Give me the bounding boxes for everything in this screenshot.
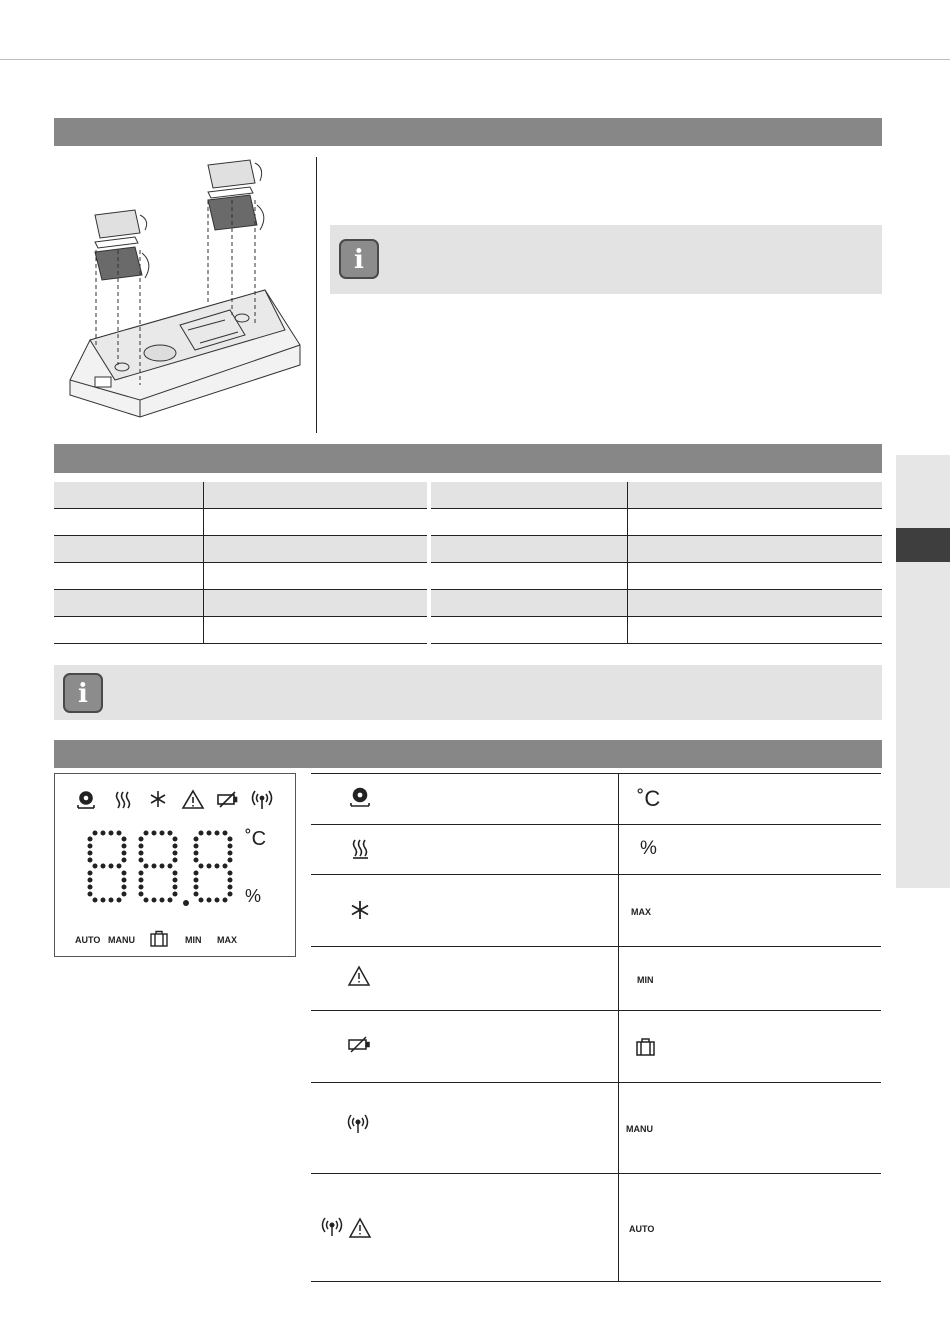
section-1-divider	[316, 157, 317, 433]
suitcase-icon	[635, 1037, 657, 1057]
battery-empty-icon	[347, 1035, 373, 1055]
table-row	[54, 536, 427, 563]
table-row	[54, 590, 427, 617]
table-row	[54, 617, 427, 644]
section-header-bar-1	[54, 118, 882, 146]
warning-icon	[183, 791, 203, 808]
lcd-auto-label: AUTO	[75, 935, 101, 945]
side-tab-active-marker	[896, 528, 950, 562]
info-note-2	[54, 665, 882, 720]
table-row	[431, 563, 882, 590]
heating-icon	[351, 837, 371, 861]
lcd-celsius: ˚C	[245, 828, 267, 850]
info-icon: i	[339, 239, 379, 279]
gear-icon	[349, 785, 371, 811]
table-row	[431, 536, 882, 563]
snowflake-icon	[349, 899, 371, 921]
lcd-icon-row	[75, 788, 275, 812]
battery-empty-icon	[218, 792, 237, 807]
symbol-table	[311, 773, 881, 1283]
symbol-table-divider	[618, 773, 619, 1281]
info-note-1	[330, 225, 882, 294]
symbol-min: MIN	[637, 975, 654, 985]
section-header-bar-3	[54, 740, 882, 768]
mounting-illustration	[60, 155, 310, 430]
warning-icon	[347, 965, 371, 987]
lcd-manu-label: MANU	[108, 935, 135, 945]
heating-icon	[117, 792, 130, 808]
lcd-min-label: MIN	[185, 935, 202, 945]
table-row	[54, 509, 427, 536]
table-row	[431, 509, 882, 536]
section-header-bar-2	[54, 444, 882, 473]
suitcase-icon	[149, 930, 169, 948]
lcd-max-label: MAX	[217, 935, 237, 945]
symbol-manu: MANU	[626, 1124, 653, 1134]
symbol-max: MAX	[631, 907, 651, 917]
side-tab	[896, 455, 950, 888]
table-row	[431, 482, 882, 509]
table-row	[54, 482, 427, 509]
lcd-display	[54, 773, 296, 957]
lcd-percent: %	[245, 886, 262, 906]
lcd-digits	[83, 826, 243, 910]
gear-icon	[78, 792, 94, 808]
radio-signal-icon	[253, 791, 272, 809]
table-row	[431, 617, 882, 644]
header-rule	[0, 59, 950, 60]
radio-warning-icon	[319, 1216, 373, 1240]
info-icon: i	[63, 673, 103, 713]
table-row	[54, 563, 427, 590]
symbol-auto: AUTO	[629, 1224, 655, 1234]
symbol-celsius: ˚C	[637, 786, 661, 811]
radio-signal-icon	[345, 1113, 371, 1135]
symbol-percent: %	[640, 838, 657, 859]
table-row	[431, 590, 882, 617]
snowflake-icon	[151, 791, 165, 807]
